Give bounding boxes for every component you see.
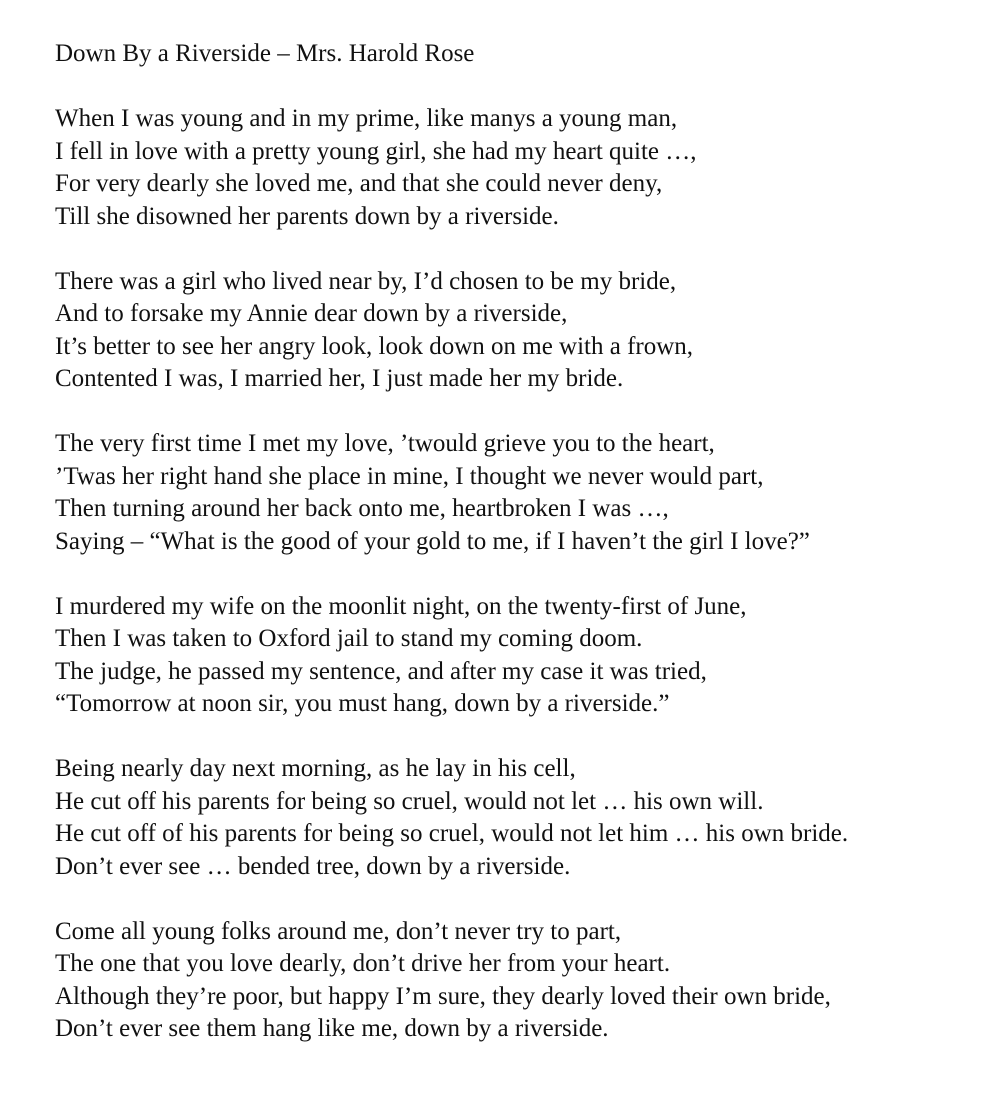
lyric-line: It’s better to see her angry look, look down on me with a frown, (55, 332, 694, 360)
lyric-line: Come all young folks around me, don’t never try to part, (55, 917, 622, 945)
lyric-line: Don’t ever see … bended tree, down by a riverside. (55, 852, 571, 880)
lyric-line: He cut off of his parents for being so cruel, would not let him … his own bride. (55, 820, 849, 847)
stanza-4 (55, 591, 985, 721)
lyric-line: Although they’re poor, but happy I’m sure, they dearly loved their own bride, (55, 982, 831, 1010)
lyric-line: I fell in love with a pretty young girl, she had my heart quite …, (55, 137, 697, 165)
song-title: Down By a Riverside – Mrs. Harold Rose (55, 40, 475, 67)
lyric-line: For very dearly she loved me, and that she could never deny, (55, 170, 663, 197)
lyric-line: Don’t ever see them hang like me, down by a riverside. (55, 1015, 609, 1042)
stanza-3 (55, 428, 985, 558)
lyric-line: “Tomorrow at noon sir, you must hang, down by a riverside.” (55, 690, 670, 717)
lyric-line: Then I was taken to Oxford jail to stand my coming doom. (55, 625, 643, 652)
lyric-line: ’Twas her right hand she place in mine, I thought we never would part, (55, 462, 764, 490)
lyric-line: Then turning around her back onto me, heartbroken I was …, (55, 495, 669, 522)
lyric-line: The one that you love dearly, don’t drive her from your heart. (55, 950, 671, 977)
song-lyrics-document (55, 38, 985, 1046)
lyric-line: And to forsake my Annie dear down by a riverside, (55, 300, 568, 327)
lyric-line: I murdered my wife on the moonlit night, on the twenty-first of June, (55, 592, 747, 620)
stanza-6 (55, 916, 985, 1046)
stanza-1 (55, 103, 985, 233)
stanza-5 (55, 753, 985, 883)
lyric-line: He cut off his parents for being so cruel, would not let … his own will. (55, 787, 764, 815)
stanza-2 (55, 266, 985, 396)
lyric-line: The very first time I met my love, ’twould grieve you to the heart, (55, 430, 715, 457)
lyric-line: When I was young and in my prime, like manys a young man, (55, 105, 678, 132)
lyric-line: There was a girl who lived near by, I’d chosen to be my bride, (55, 267, 677, 295)
lyric-line: Contented I was, I married her, I just made her my bride. (55, 365, 624, 392)
lyric-line: Till she disowned her parents down by a riverside. (55, 202, 559, 230)
lyric-line: The judge, he passed my sentence, and after my case it was tried, (55, 657, 707, 685)
lyric-line: Being nearly day next morning, as he lay in his cell, (55, 755, 576, 782)
lyric-line: Saying – “What is the good of your gold to me, if I haven’t the girl I love?” (55, 527, 810, 555)
